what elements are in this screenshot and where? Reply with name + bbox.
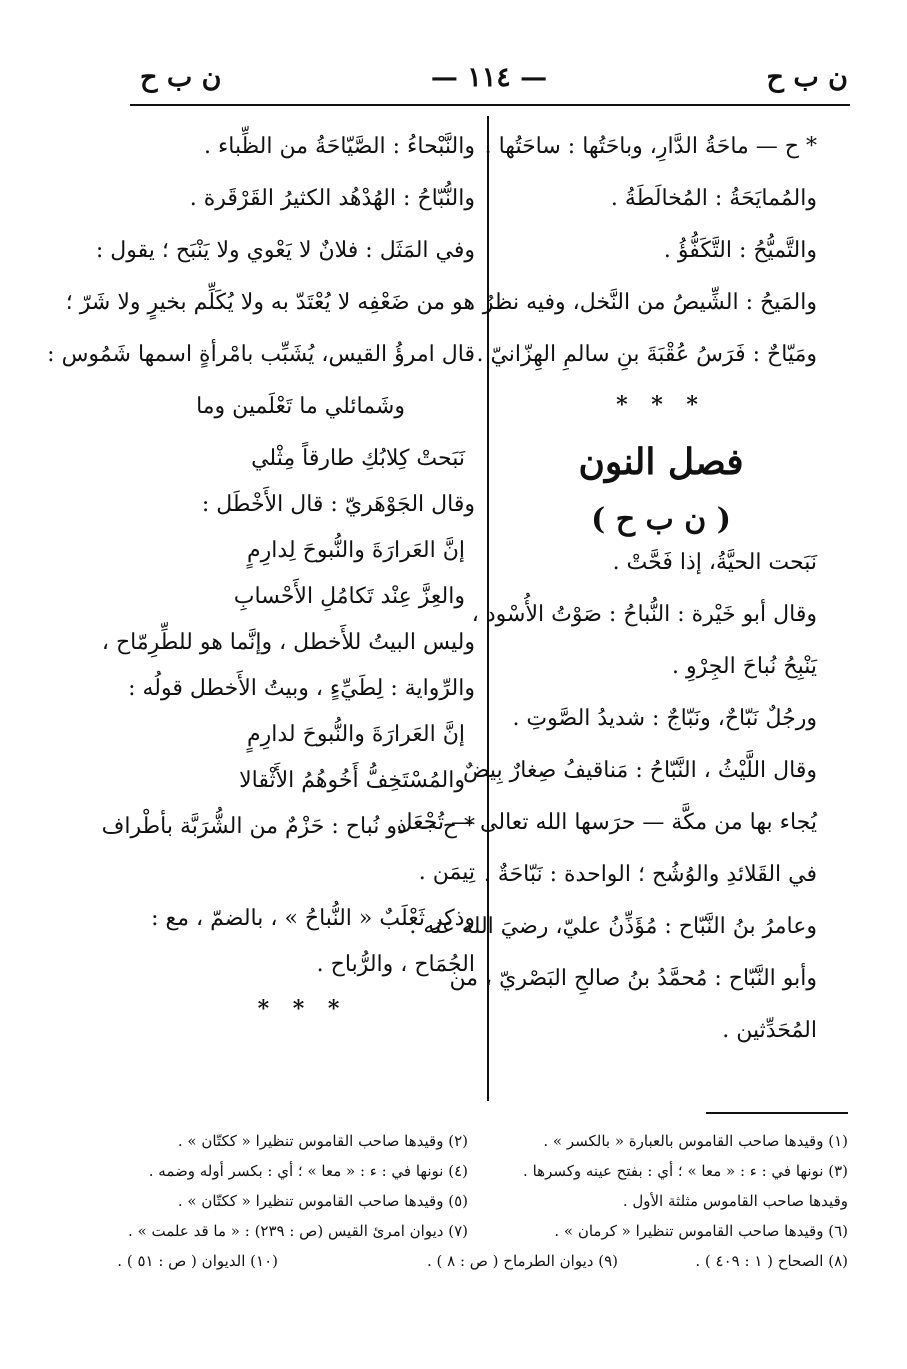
footnote: (٢) وقيدها صاحب القاموس تنظيرا « ككتّان » .: [177, 1132, 468, 1150]
entry-line: ورجُلٌ نَبّاحٌ، ونَبّاجٌ : شديدُ الصَّوتِ .: [512, 706, 817, 731]
entry-line: وأبو النَّبّاح : مُحمَّدُ بنُ صالحِ البَصْريّ ، من: [449, 966, 817, 991]
text-line: والمَيحُ : الشِّيصُ من النَّخل، وفيه نظرٌ .: [468, 290, 817, 315]
footnote: وقيدها صاحب القاموس مثلثة الأول .: [622, 1192, 848, 1210]
running-head: [130, 62, 848, 102]
text-line: الجُمَاح ، والرُّباح .: [316, 952, 475, 977]
entry-line: يَنْبِحُ نُباحَ الجِرْوِ .: [671, 654, 817, 679]
footnote-row: [128, 1158, 848, 1188]
verse-hemistich: إنَّ العَرارَةَ والنُّبوحَ لدارِمٍ: [247, 722, 465, 747]
footnote-row: [117, 1248, 848, 1278]
verse-hemistich: إنَّ العَرارَةَ والنُّبوحَ لِدارِمٍ: [247, 538, 465, 563]
verse-hemistich: والعِزَّ عِنْد تَكامُلِ الأَحْسابِ: [233, 584, 465, 609]
text-line: * ح — ماحَةُ الدَّارِ، وباحَتُها : ساحَتُها .: [484, 134, 817, 159]
verse-hemistich: والمُسْتَخِفُّ أَخُوهُمُ الأَثْقالا: [239, 768, 465, 793]
verse-hemistich: وشَمائلي ما تَعْلَمين وما: [196, 394, 405, 419]
text-line: هو من ضَعْفِه لا يُعْتَدّ به ولا يُكَلِّم بخيرٍ ولا شَرّ ؛: [65, 290, 475, 315]
entry-line: يُجاء بها من مكَّة — حرَسها الله تعالى — تُجْعَل: [396, 810, 817, 835]
footnote-row: [128, 1188, 848, 1218]
footnote-rule: [706, 1112, 848, 1114]
text-line: تِيمَن .: [418, 860, 475, 885]
entry-line: وعامرُ بنُ النَّبّاح : مُؤَذِّنُ عليّ، رضيَ الله عنه .: [409, 914, 817, 939]
root-heading: ( ن ب ح ): [591, 502, 731, 537]
header-rule: [130, 104, 850, 106]
footnote: (٤) نونها في : ء : « معا » ؛ أي : بكسر أوله وضمه .: [148, 1162, 468, 1180]
entry-line: نَبَحت الحيَّةُ، إذا فَحَّتْ .: [612, 550, 817, 575]
text-line: والتَّميُّحُ : التَّكَفُّؤُ .: [663, 238, 817, 263]
text-line: * ح — ذو نُباح : حَزْمٌ من الشُّرَبَّة بأطْراف: [101, 814, 475, 839]
footnote-row: [128, 1128, 848, 1158]
entry-line: وقال أبو خَيْرة : النُّباحُ : صَوْتُ الأُسْود ،: [471, 602, 817, 627]
text-line: قال امرؤُ القيس، يُشَبِّب بامْرأةٍ اسمها شَمُوس :: [47, 342, 475, 367]
footnotes: [117, 1128, 848, 1278]
footnote: (١) وقيدها صاحب القاموس بالعبارة « بالكسر » .: [543, 1132, 848, 1150]
text-line: ومَيّاحٌ : فَرَسُ عُقْبَةَ بنِ سالمِ الهِزّانيّ .: [476, 342, 817, 367]
verse-hemistich: نَبَحتْ كِلابُكِ طارقاً مِثْلي: [251, 446, 465, 471]
text-line: وليس البيتُ للأَخطل ، وإنَّما هو للطِّرِمّاح ،: [101, 630, 475, 655]
text-line: والرِّواية : لِطَيِّءٍ ، وبيتُ الأَخطل قولُه :: [128, 676, 475, 701]
entry-line: وقال اللَّيْثُ ، النَّبّاحُ : مَناقيفُ صِغارٌ بِيضٌ: [462, 758, 817, 783]
footnote: (١٠) الديوان ( ص : ٥١ ) .: [117, 1252, 278, 1270]
text-line: وقال الجَوْهَريّ : قال الأَخْطَل :: [201, 492, 475, 517]
text-line: وذكر ثَعْلَبٌ « النُّباحُ » ، بالضمّ ، مع :: [151, 906, 475, 931]
footnote: (٥) وقيدها صاحب القاموس تنظيرا « ككتّان » .: [177, 1192, 468, 1210]
section-title: فصل النون: [578, 441, 744, 483]
footnote: (٧) ديوان امرئ القيس (ص : ٢٣٩) : « ما قد علمت » .: [128, 1222, 468, 1240]
footnote-row: [128, 1218, 848, 1248]
footnote: (٨) الصحاح ( ١ : ٤٠٩ ) .: [695, 1252, 848, 1270]
running-head-root-right: ن ب ح: [766, 62, 848, 93]
section-separator: * * *: [616, 392, 706, 418]
text-line: والمُمايَحَةُ : المُخالَطَةُ .: [610, 186, 817, 211]
left-column: [47, 132, 475, 1036]
footnote: (٣) نونها في : ء : « معا » ؛ أي : بفتح عينه وكسرها .: [523, 1162, 848, 1180]
footnote: (٩) ديوان الطرماح ( ص : ٨ ) .: [426, 1252, 618, 1270]
text-line: والنَّبْحاءُ : الصَّيّاحَةُ من الظِّباء .: [203, 134, 475, 159]
text-line: والنُّبّاحُ : الهُدْهُد الكثيرُ القَرْقَرة .: [189, 186, 475, 211]
entry-line: في القَلائدِ والوُشُح ؛ الواحدة : نَبّاحَةٌ .: [483, 862, 817, 887]
text-line: وفي المَثَل : فلانٌ لا يَعْوي ولا يَنْبَح ؛ يقول :: [95, 238, 475, 263]
running-head-root-left: ن ب ح: [140, 62, 222, 93]
section-separator: * * *: [257, 996, 348, 1022]
entry-line: المُحَدِّثين .: [722, 1018, 817, 1043]
page-number: — ١١٤ —: [430, 62, 548, 93]
footnote: (٦) وقيدها صاحب القاموس تنظيرا « كرمان » .: [554, 1222, 848, 1240]
